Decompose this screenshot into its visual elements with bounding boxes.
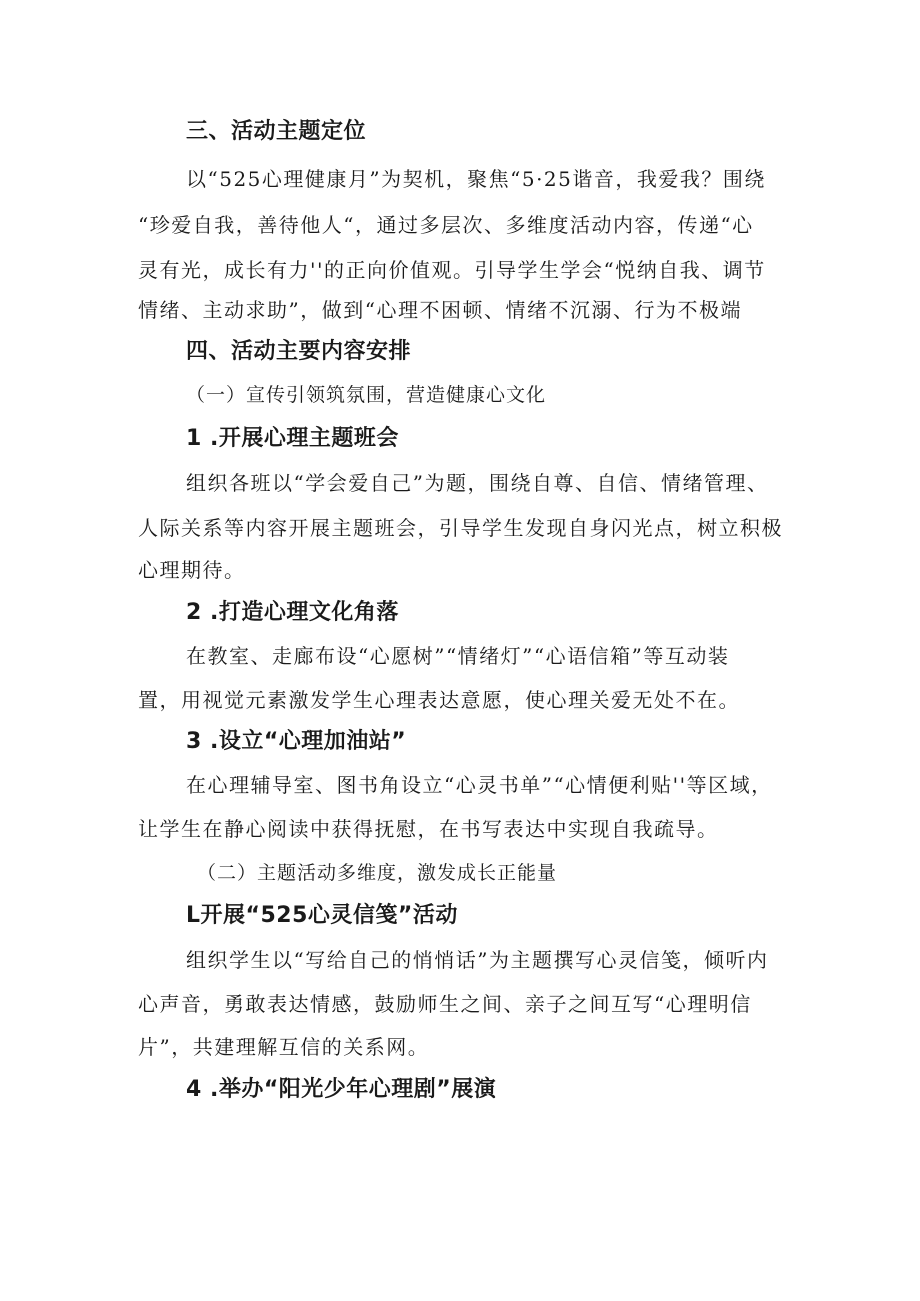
paragraph-line: 以“525心理健康月”为契机，聚焦“5·25谐音，我爱我？围绕 xyxy=(186,167,766,191)
paragraph-line: 让学生在静心阅读中获得抚慰，在书写表达中实现自我疏导。 xyxy=(138,817,719,841)
item-heading: L开展“525心灵信笺”活动 xyxy=(186,903,458,928)
paragraph-line: 片”，共建理解互信的关系网。 xyxy=(138,1035,430,1059)
paragraph-line: “珍爱自我，善待他人“，通过多层次、多维度活动内容，传递“心 xyxy=(138,213,754,237)
subsection-heading-2: （二）主题活动多维度，激发成长正能量 xyxy=(197,862,558,884)
paragraph-line: 组织各班以“学会爱自己”为题，围绕自尊、自信、情绪管理、 xyxy=(186,471,769,495)
paragraph-line: 置，用视觉元素激发学生心理表达意愿，使心理关爱无处不在。 xyxy=(138,688,740,712)
paragraph-line: 心声音，勇敢表达情感，鼓励师生之间、亲子之间互写“心理明信 xyxy=(138,992,752,1016)
item-heading: 1 .开展心理主题班会 xyxy=(186,426,399,451)
paragraph-line: 人际关系等内容开展主题班会，引导学生发现自身闪光点，树立积极 xyxy=(138,516,783,540)
subsection-heading-1: （一）宣传引领筑氛围，营造健康心文化 xyxy=(186,384,547,406)
item-heading: 2 .打造心理文化角落 xyxy=(186,600,399,625)
item-heading: 3 .设立“心理加油站” xyxy=(186,729,407,754)
paragraph-line: 灵有光，成长有力''的正向价值观。引导学生学会“悦纳自我、调节 xyxy=(138,258,766,282)
paragraph-line: 组织学生以“写给自己的悄悄话”为主题撰写心灵信笺，倾听内 xyxy=(186,948,769,972)
item-heading: 4 .举办“阳光少年心理剧”展演 xyxy=(186,1077,497,1102)
section-heading-4: 四、活动主要内容安排 xyxy=(186,339,412,364)
paragraph-line: 在教室、走廊布设“心愿树”“情绪灯”“心语信箱”等互动装 xyxy=(186,644,730,668)
paragraph-line: 在心理辅导室、图书角设立“心灵书单”“心情便利贴''等区域， xyxy=(186,773,773,797)
paragraph-line: 情绪、主动求助”，做到“心理不困顿、情绪不沉溺、行为不极端 xyxy=(138,298,742,322)
paragraph-line: 心理期待。 xyxy=(138,558,246,582)
section-heading-3: 三、活动主题定位 xyxy=(186,119,367,144)
